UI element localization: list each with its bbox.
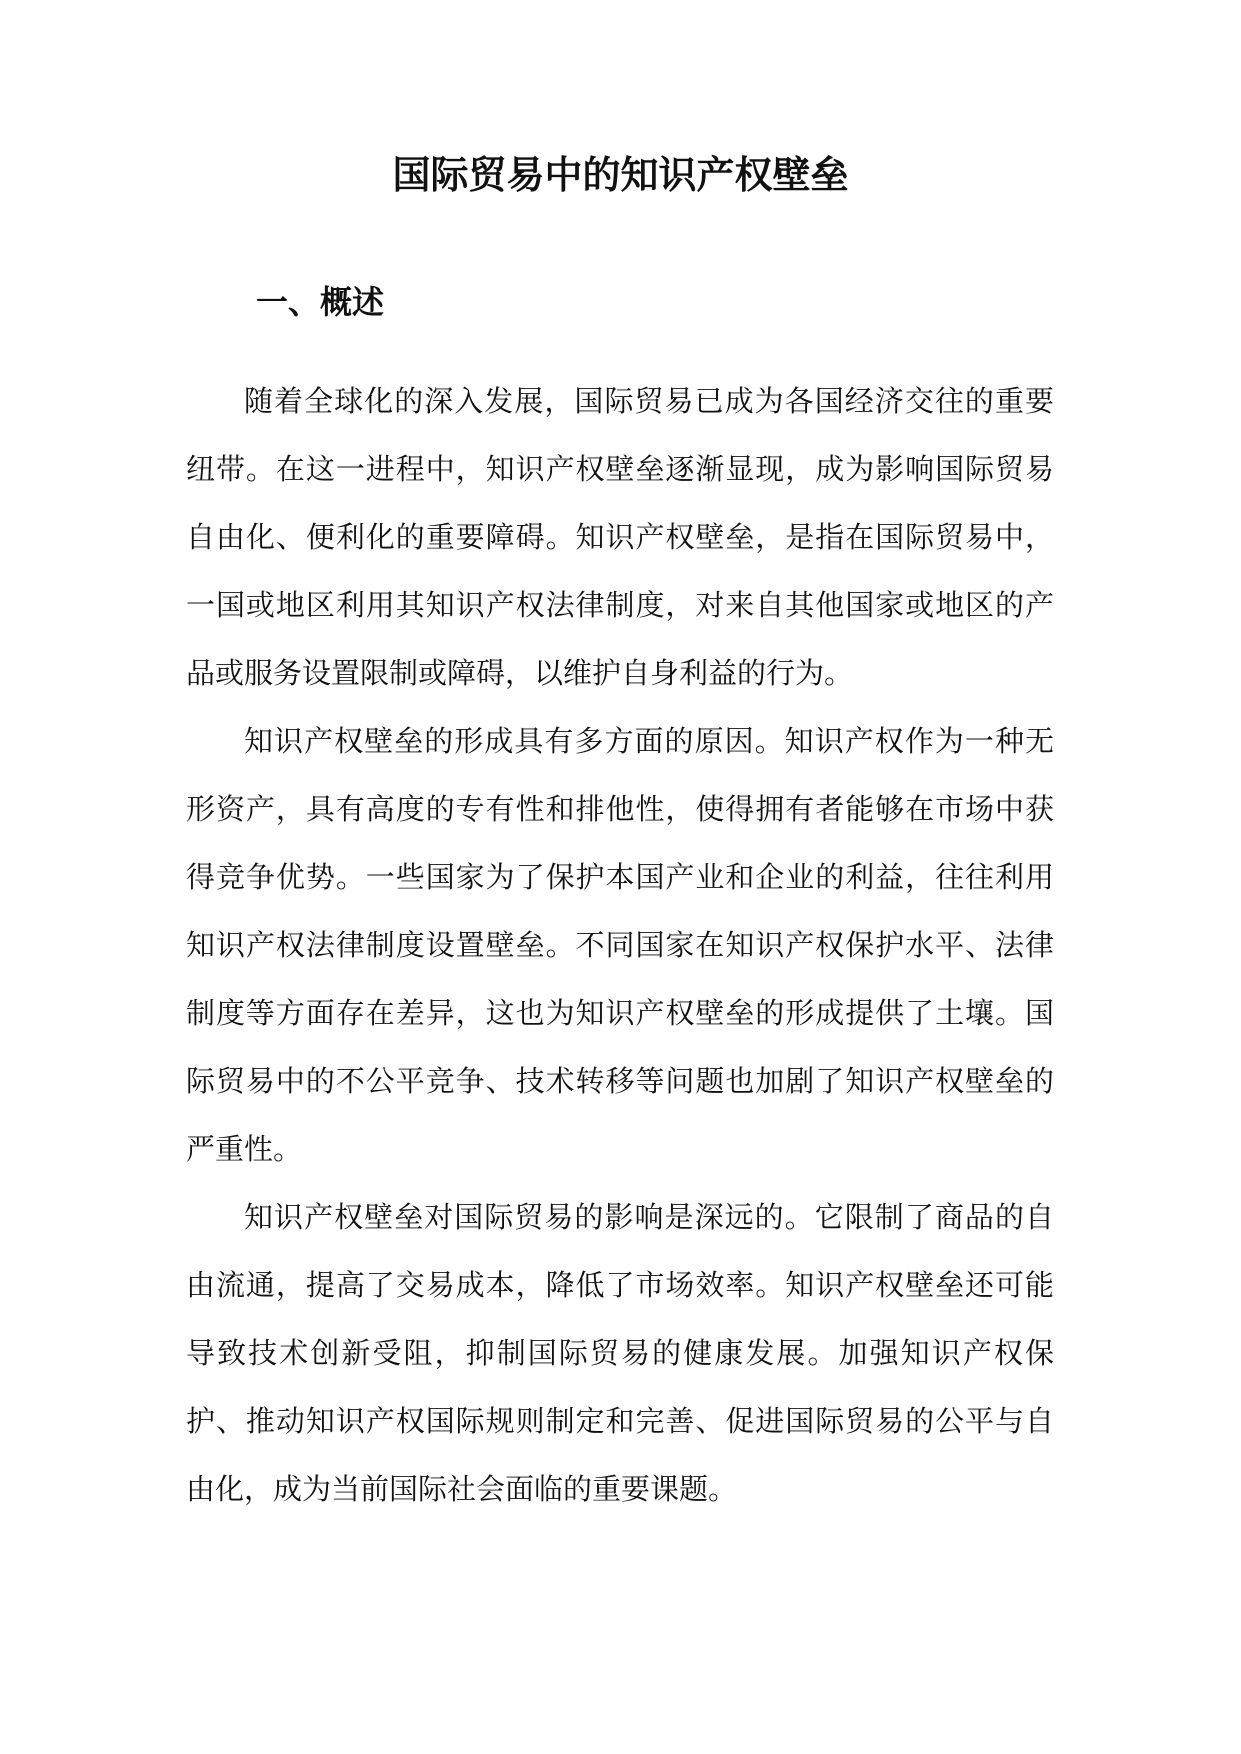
section-heading: 一、概述 — [256, 283, 385, 321]
document-title: 国际贸易中的知识产权壁垒 — [392, 152, 849, 197]
paragraph-2: 知识产权壁垒的形成具有多方面的原因。知识产权作为一种无形资产，具有高度的专有性和排他性，使得拥有者能够在市场中获得竞争优势。一些国家为了保护本国产业和企业的利益，往往利用知识产权法律制度设置壁垒。不同国家在知识产权保护水平、法律制度等方面存在差异，这也为知识产权壁垒的形成提供了土壤。国际贸易中的不公平竞争、技术转移等问题也加剧了知识产权壁垒的严重性。 — [186, 724, 1054, 1166]
paragraph-1: 随着全球化的深入发展，国际贸易已成为各国经济交往的重要纽带。在这一进程中，知识产权壁垒逐渐显现，成为影响国际贸易自由化、便利化的重要障碍。知识产权壁垒，是指在国际贸易中，一国或地区利用其知识产权法律制度，对来自其他国家或地区的产品或服务设置限制或障碍，以维护自身利益的行为。 — [186, 384, 1054, 690]
paragraph-3: 知识产权壁垒对国际贸易的影响是深远的。它限制了商品的自由流通，提高了交易成本，降低了市场效率。知识产权壁垒还可能导致技术创新受阻，抑制国际贸易的健康发展。加强知识产权保护、推动知识产权国际规则制定和完善、促进国际贸易的公平与自由化，成为当前国际社会面临的重要课题。 — [186, 1200, 1054, 1506]
document-body — [186, 367, 1054, 1523]
